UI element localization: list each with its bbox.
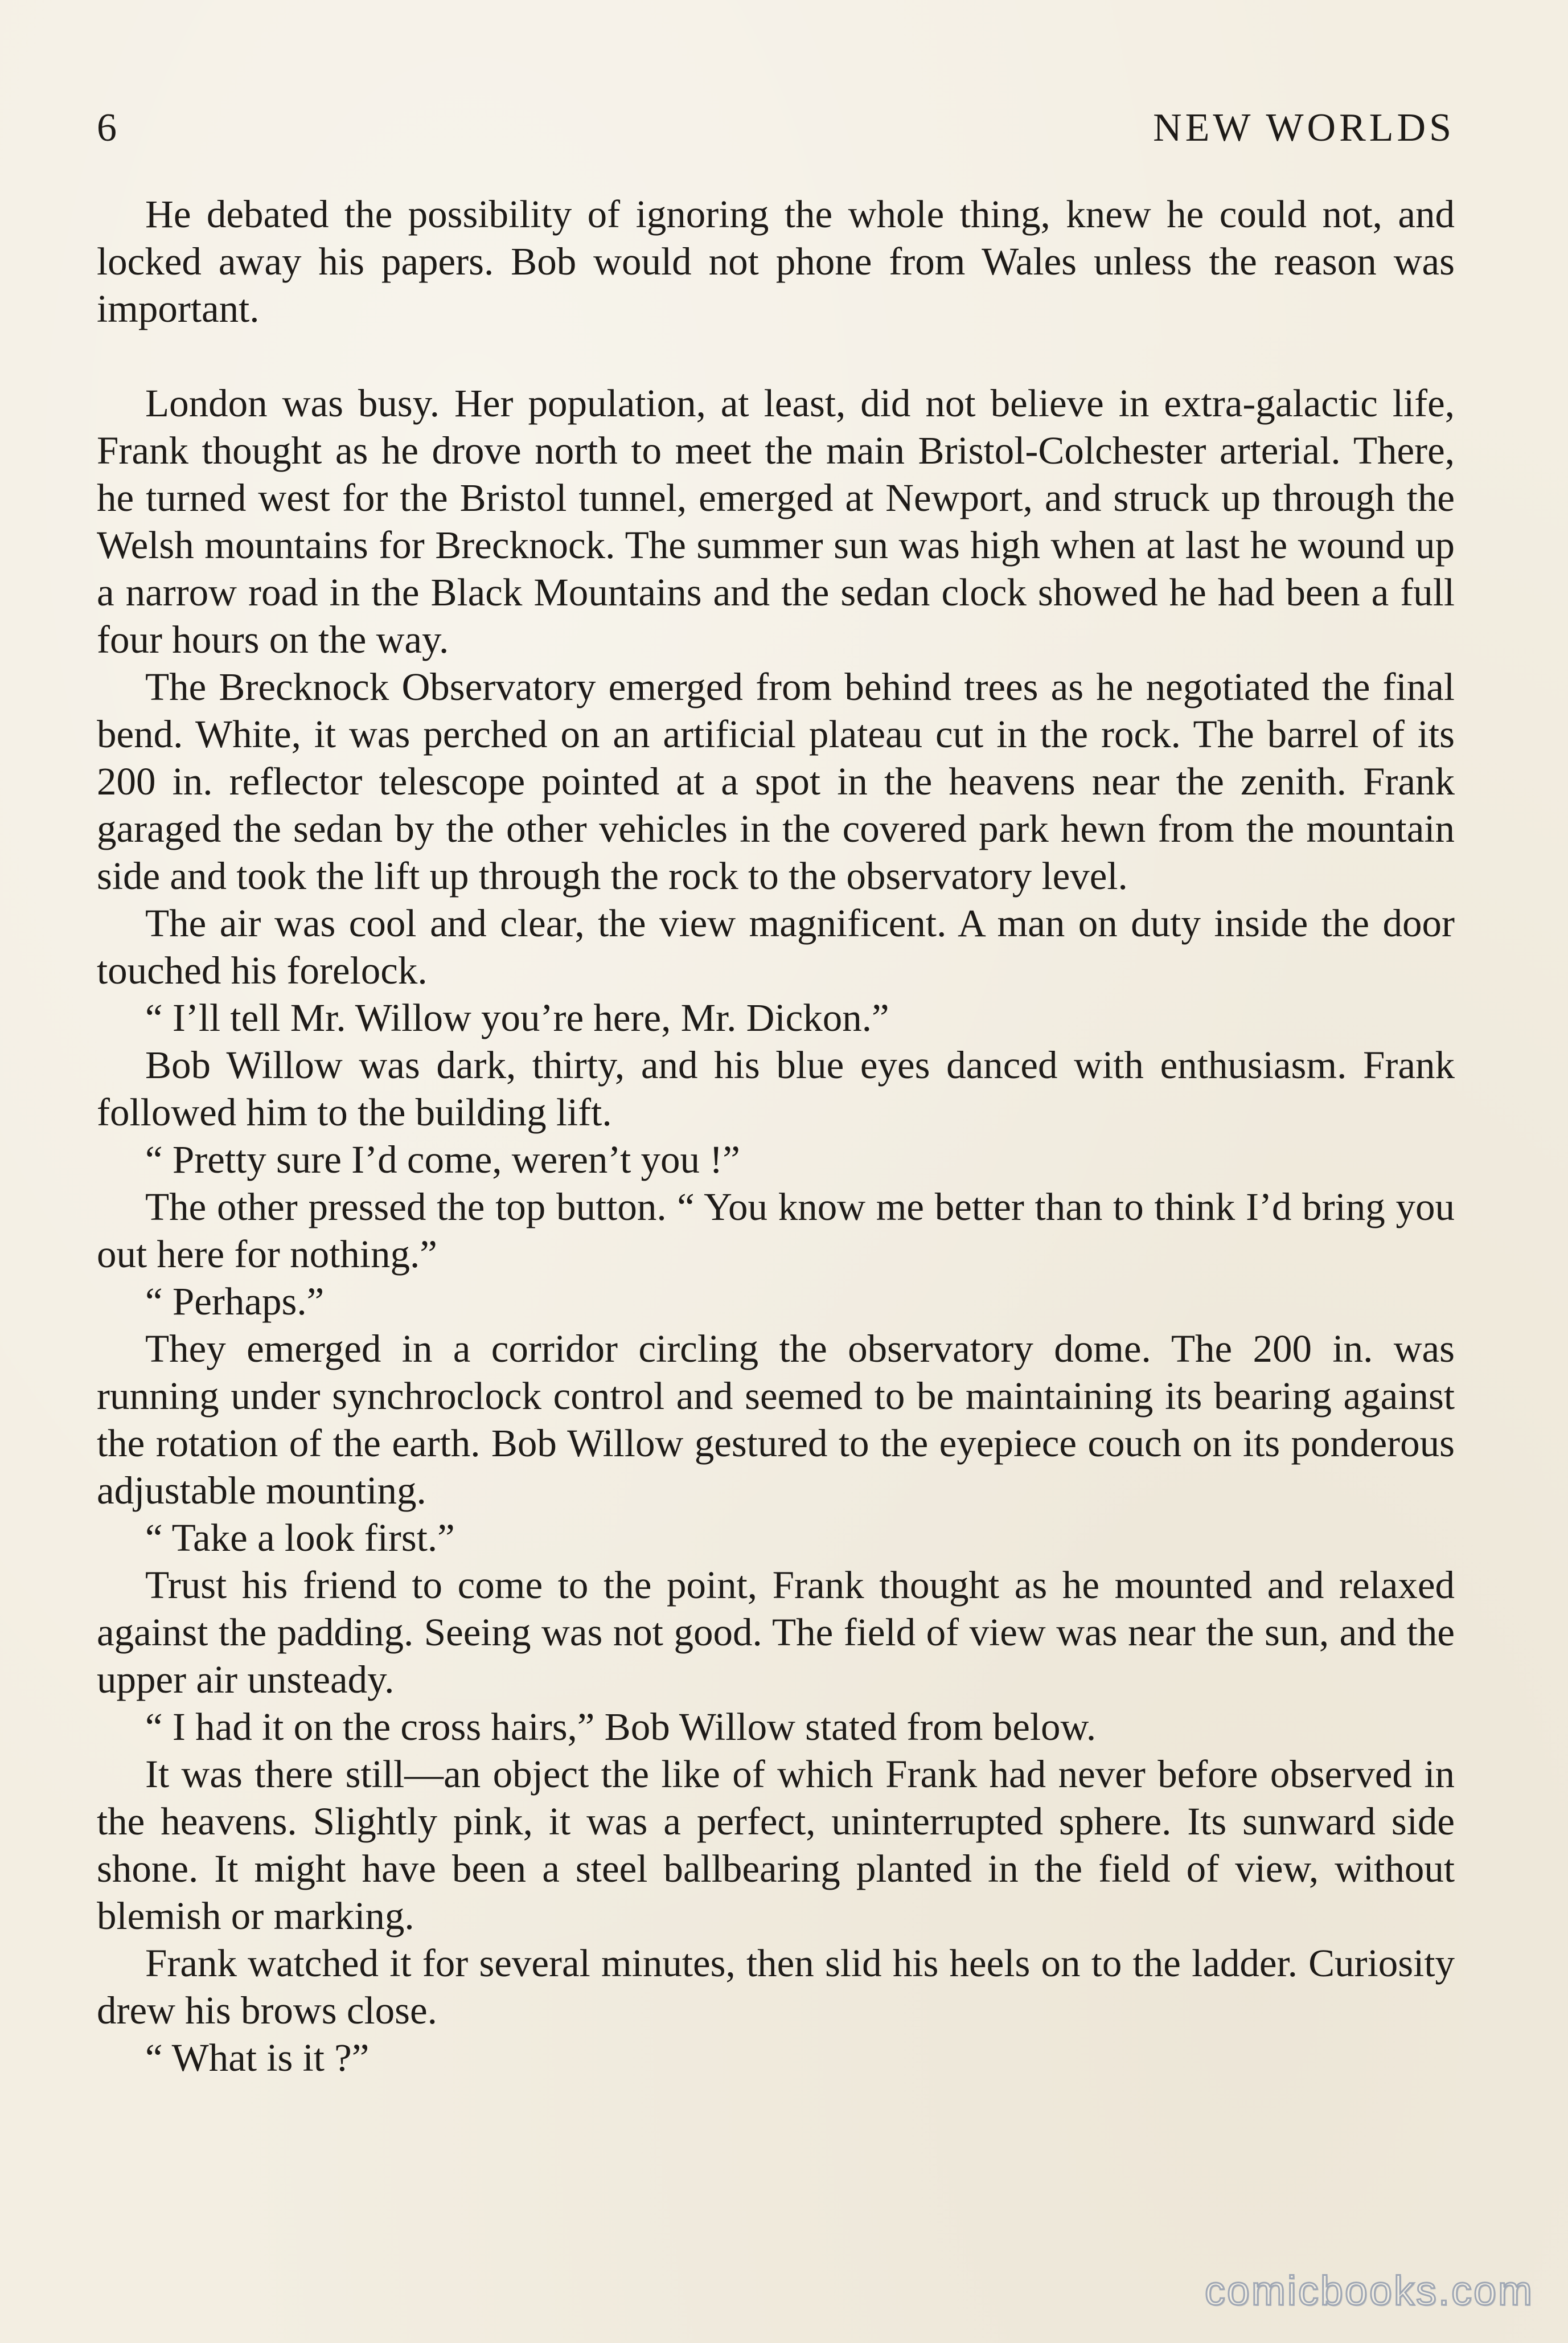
paragraph: The other pressed the top button. “ You know me better than to think I’d bring you out here for nothing.” bbox=[97, 1185, 1455, 1276]
paragraph: London was busy. Her population, at least, did not believe in extra-galactic life, Frank thought as he drove north to meet the main Bristol-Colchester arterial. There, he turned west for the Bristol tunnel, emerged at Newport, and struck up through the Welsh mountains for Brecknock. The summer sun was high when at last he wound up a narrow road in the Black Mountains and the sedan clock showed he had been a full four hours on the way. bbox=[97, 382, 1455, 661]
paragraph: It was there still—an object the like of which Frank had never before observed in the heavens. Slightly pink, it was a perfect, uninterrupted sphere. Its sunward side shone. It might have been a steel ballbearing planted in the field of view, without blemish or marking. bbox=[97, 1752, 1455, 1938]
paragraph: Bob Willow was dark, thirty, and his blue eyes danced with enthusiasm. Frank followed him to the building lift. bbox=[97, 1043, 1455, 1134]
paragraph: Trust his friend to come to the point, Frank thought as he mounted and relaxed against the padding. Seeing was not good. The field of view was near the sun, and the upper air unsteady. bbox=[97, 1563, 1455, 1701]
book-page bbox=[97, 97, 1455, 2261]
watermark-logo: comicbooks.com bbox=[1204, 2268, 1534, 2314]
dialogue-line: “ What is it ?” bbox=[145, 2036, 370, 2079]
paragraph: Frank watched it for several minutes, then slid his heels on to the ladder. Curiosity drew his brows close. bbox=[97, 1941, 1455, 2032]
running-head bbox=[97, 97, 1455, 159]
dialogue-line: “ Perhaps.” bbox=[145, 1280, 325, 1323]
paragraph: The Brecknock Observatory emerged from behind trees as he negotiated the final bend. White, it was perched on an artificial plateau cut in the rock. The barrel of its 200 in. reflector telescope pointed at a spot in the heavens near the zenith. Frank garaged the sedan by the other vehicles in the covered park hewn from the mountain side and took the lift up through the rock to the observatory level. bbox=[97, 665, 1455, 898]
page-number: 6 bbox=[97, 106, 118, 150]
paragraph: They emerged in a corridor circling the observatory dome. The 200 in. was running under synchroclock control and seemed to be maintaining its bearing against the rotation of the earth. Bob Willow gestured to the eyepiece couch on its ponderous adjustable mounting. bbox=[97, 1327, 1455, 1512]
dialogue-line: “ I had it on the cross hairs,” Bob Willow stated from below. bbox=[145, 1705, 1097, 1748]
paragraph: The air was cool and clear, the view magnificent. A man on duty inside the door touched his forelock. bbox=[97, 902, 1455, 992]
paragraph: He debated the possibility of ignoring the whole thing, knew he could not, and locked away his papers. Bob would not phone from Wales unless the reason was important. bbox=[97, 192, 1455, 330]
dialogue-line: “ Take a look first.” bbox=[145, 1516, 455, 1559]
running-title: NEW WORLDS bbox=[1153, 106, 1455, 150]
dialogue-line: “ Pretty sure I’d come, weren’t you !” bbox=[145, 1138, 740, 1181]
dialogue-line: “ I’ll tell Mr. Willow you’re here, Mr. Dickon.” bbox=[145, 996, 889, 1039]
body-text bbox=[97, 191, 1455, 2082]
